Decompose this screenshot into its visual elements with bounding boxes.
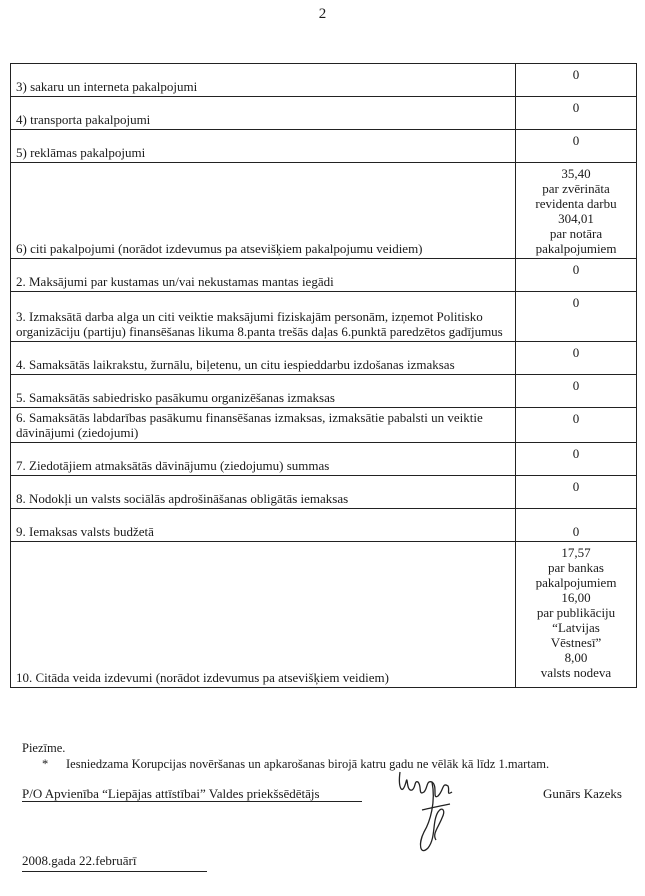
table-row xyxy=(11,130,637,163)
value-line: 0 xyxy=(572,262,580,277)
table-row xyxy=(11,342,637,375)
note-title: Piezīme. xyxy=(22,741,66,755)
table-row xyxy=(11,476,637,509)
row-label: 8. Nodokļi un valsts sociālās apdrošināšanas obligātās iemaksas xyxy=(11,476,516,509)
note xyxy=(22,740,549,772)
row-value xyxy=(516,509,637,542)
value-line: 35,40 xyxy=(561,166,591,181)
signatory-name: Gunārs Kazeks xyxy=(542,786,622,801)
value-line: 304,01 xyxy=(558,211,594,226)
note-body xyxy=(22,756,549,772)
row-value xyxy=(516,163,637,259)
table-row xyxy=(11,375,637,408)
expenses-table xyxy=(10,63,637,688)
row-label: 6) citi pakalpojumi (norādot izdevumus pa atsevišķiem pakalpojumu veidiem) xyxy=(11,163,516,259)
value-line: 0 xyxy=(572,100,580,115)
table-row xyxy=(11,259,637,292)
table-row xyxy=(11,97,637,130)
table-row xyxy=(11,64,637,97)
row-value xyxy=(516,375,637,408)
row-value xyxy=(516,97,637,130)
row-label: 3) sakaru un interneta pakalpojumi xyxy=(11,64,516,97)
value-line: “Latvijas xyxy=(552,620,600,635)
table-row xyxy=(11,443,637,476)
value-line: 16,00 xyxy=(561,590,591,605)
value-line: 0 xyxy=(572,479,580,494)
value-line: par bankas xyxy=(548,560,604,575)
table-row xyxy=(11,292,637,342)
table-row xyxy=(11,542,637,688)
value-line: 0 xyxy=(572,295,580,310)
value-line: 0 xyxy=(572,378,580,393)
row-label: 9. Iemaksas valsts budžetā xyxy=(11,509,516,542)
row-label: 6. Samaksātās labdarības pasākumu finansēšanas izmaksas, izmaksātie pabalsti un veiktie dāvinājumi (ziedojumi) xyxy=(11,408,516,443)
value-line: valsts nodeva xyxy=(540,665,612,680)
value-line: 0 xyxy=(572,411,580,426)
value-line: 0 xyxy=(572,67,580,82)
row-label: 7. Ziedotājiem atmaksātās dāvinājumu (ziedojumu) summas xyxy=(11,443,516,476)
page-number: 2 xyxy=(318,6,327,22)
value-line: 17,57 xyxy=(561,545,591,560)
row-value xyxy=(516,292,637,342)
row-label: 10. Citāda veida izdevumi (norādot izdevumus pa atsevišķiem veidiem) xyxy=(11,542,516,688)
row-value xyxy=(516,408,637,443)
table-row xyxy=(11,163,637,259)
value-line: revidenta darbu xyxy=(535,196,617,211)
row-label: 2. Maksājumi par kustamas un/vai nekustamas mantas iegādi xyxy=(11,259,516,292)
row-value xyxy=(516,259,637,292)
row-value xyxy=(516,342,637,375)
note-asterisk: * xyxy=(42,757,49,771)
row-value xyxy=(516,64,637,97)
table-row xyxy=(11,509,637,542)
handwritten-signature xyxy=(392,752,462,862)
row-value xyxy=(516,443,637,476)
value-line: 8,00 xyxy=(564,650,588,665)
row-label: 5) reklāmas pakalpojumi xyxy=(11,130,516,163)
value-line: par notāra xyxy=(549,226,603,241)
value-line: 0 xyxy=(572,446,580,461)
signature-underline xyxy=(22,801,362,802)
row-label: 5. Samaksātās sabiedrisko pasākumu organizēšanas izmaksas xyxy=(11,375,516,408)
signatory-organization: P/O Apvienība “Liepājas attīstībai” Valdes priekšsēdētājs xyxy=(22,786,320,801)
row-value xyxy=(516,476,637,509)
row-label: 3. Izmaksātā darba alga un citi veiktie maksājumi fiziskajām personām, izņemot Politisko organizāciju (partiju) finansēšanas likuma 8.panta trešās daļas 6.punktā paredzētos gadījumus xyxy=(11,292,516,342)
note-text: Iesniedzama Korupcijas novēršanas un apkarošanas birojā katru gadu ne vēlāk kā līdz 1.martam. xyxy=(66,757,550,771)
value-line: pakalpojumiem xyxy=(535,575,617,590)
value-line: Vēstnesī” xyxy=(550,635,602,650)
document-date: 2008.gada 22.februārī xyxy=(22,853,207,872)
row-value xyxy=(516,130,637,163)
value-line: 0 xyxy=(572,345,580,360)
row-label: 4. Samaksātās laikrakstu, žurnālu, biļetenu, un citu iespieddarbu izdošanas izmaksas xyxy=(11,342,516,375)
value-line: pakalpojumiem xyxy=(535,241,617,256)
value-line: par zvērināta xyxy=(542,181,610,196)
value-line: par publikāciju xyxy=(536,605,616,620)
row-value xyxy=(516,542,637,688)
row-label: 4) transporta pakalpojumi xyxy=(11,97,516,130)
value-line: 0 xyxy=(572,524,580,539)
table-row xyxy=(11,408,637,443)
value-line: 0 xyxy=(572,133,580,148)
